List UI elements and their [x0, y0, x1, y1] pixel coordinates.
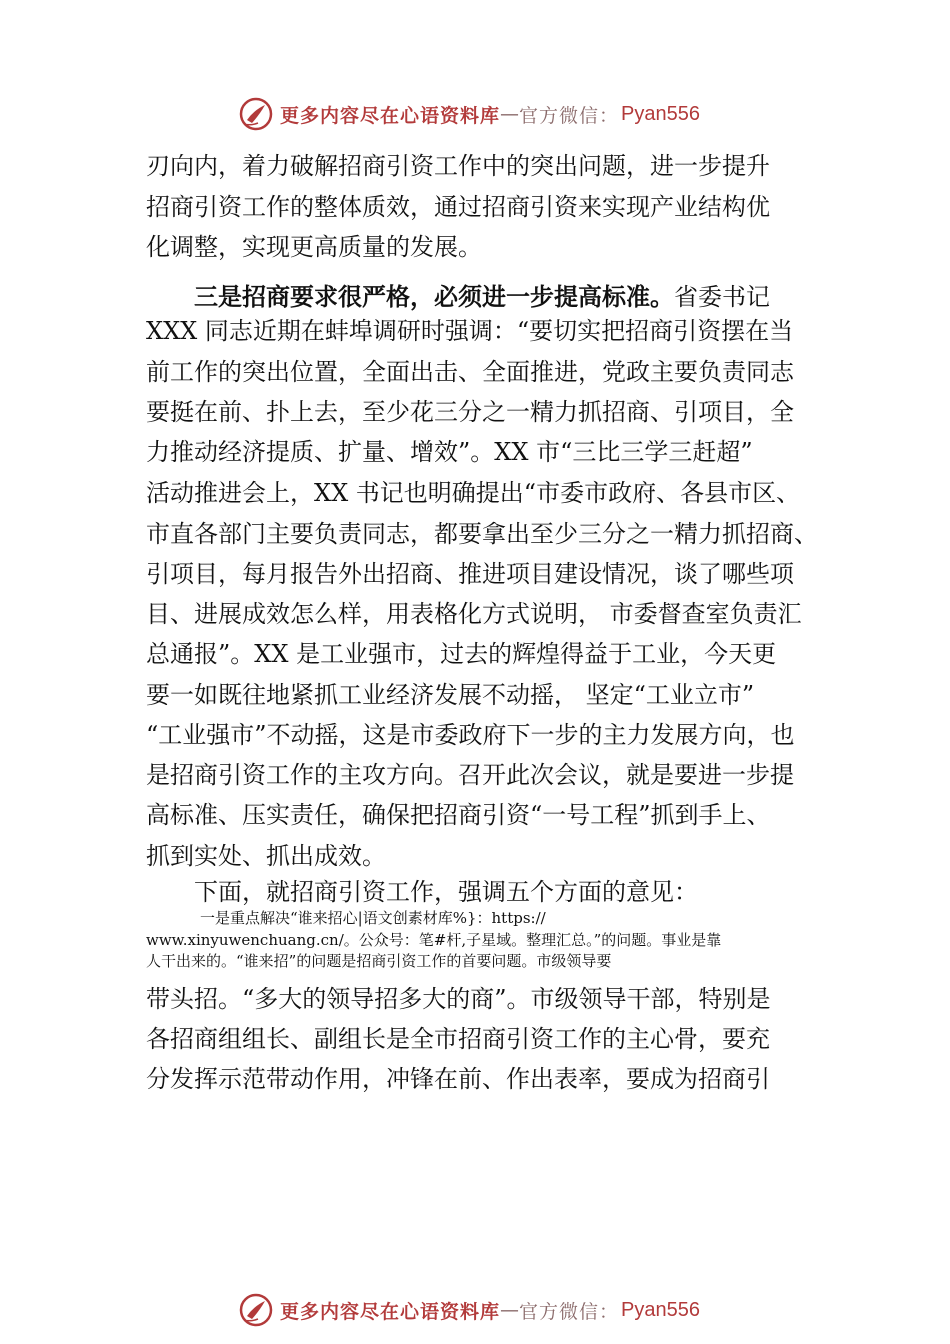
watermark-wechat-id: Pyan556 [621, 1298, 700, 1321]
text-line: 带头招。“多大的领导招多大的商”。市级领导干部，特别是 [146, 985, 771, 1013]
brush-logo-icon [238, 1292, 274, 1328]
watermark-text: 更多内容尽在心语资料库 [280, 1300, 501, 1323]
text-line: 要挺在前、扑上去，至少花三分之一精力抓招商、引项目，全 [146, 398, 794, 426]
header-watermark [238, 94, 700, 134]
text-line-intro: 下面，就招商引资工作，强调五个方面的意见： [194, 878, 698, 906]
small-text-line: www.xinyuwenchuang.cn/。公众号：笔#杆,子星域。整理汇总。”的问题。事业是靠 [146, 931, 722, 949]
text-line: 活动推进会上，XX 书记也明确提出“市委市政府、各县市区、 [146, 479, 801, 507]
text-line: “工业强市”不动摇，这是市委政府下一步的主力发展方向，也 [146, 721, 795, 749]
footer-watermark [238, 1290, 700, 1330]
watermark-separator: — [500, 1299, 520, 1321]
text-line: 引项目，每月报告外出招商、推进项目建设情况，谈了哪些项 [146, 560, 794, 588]
text-line: 抓到实处、抓出成效。 [146, 842, 386, 870]
text-line: XXX 同志近期在蚌埠调研时强调：“要切实把招商引资摆在当 [146, 317, 794, 345]
small-text-line: 一是重点解决“谁来招心|语文创素材库%}：https:// [200, 909, 546, 927]
text-line: 分发挥示范带动作用，冲锋在前、作出表率，要成为招商引 [146, 1065, 770, 1093]
text-line: 刃向内，着力破解招商引资工作中的突出问题，进一步提升 [146, 152, 770, 180]
paragraph-heading: 三是招商要求很严格，必须进一步提高标准。 [194, 283, 674, 311]
watermark-wechat-label: 官方微信： [519, 104, 620, 127]
brush-logo-icon [238, 96, 274, 132]
text-line: 是招商引资工作的主攻方向。召开此次会议，就是要进一步提 [146, 761, 794, 789]
text-line: 化调整，实现更高质量的发展。 [146, 233, 482, 261]
text-line: 前工作的突出位置，全面出击、全面推进，党政主要负责同志 [146, 358, 794, 386]
text-line: 总通报”。XX 是工业强市，过去的辉煌得益于工业，今天更 [146, 640, 777, 668]
text-line: 力推动经济提质、扩量、增效”。XX 市“三比三学三赶超” [146, 438, 753, 466]
small-text-line: 人干出来的。“谁来招”的问题是招商引资工作的首要问题。市级领导要 [146, 952, 612, 970]
paragraph-3-first-line [194, 281, 770, 313]
watermark-wechat-id: Pyan556 [621, 102, 700, 125]
text-line: 目、进展成效怎么样，用表格化方式说明， 市委督查室负责汇 [146, 600, 802, 628]
text-line: 各招商组组长、副组长是全市招商引资工作的主心骨，要充 [146, 1025, 770, 1053]
text-line: 招商引资工作的整体质效，通过招商引资来实现产业结构优 [146, 193, 770, 221]
watermark-text: 更多内容尽在心语资料库 [280, 104, 501, 127]
watermark-wechat-label: 官方微信： [519, 1300, 620, 1323]
text-line: 市直各部门主要负责同志，都要拿出至少三分之一精力抓招商、 [146, 520, 818, 548]
paragraph-lead: 省委书记 [674, 283, 770, 311]
text-line: 要一如既往地紧抓工业经济发展不动摇， 坚定“工业立市” [146, 681, 755, 709]
text-line: 高标准、压实责任，确保把招商引资“一号工程”抓到手上、 [146, 801, 771, 829]
watermark-separator: — [500, 103, 520, 125]
